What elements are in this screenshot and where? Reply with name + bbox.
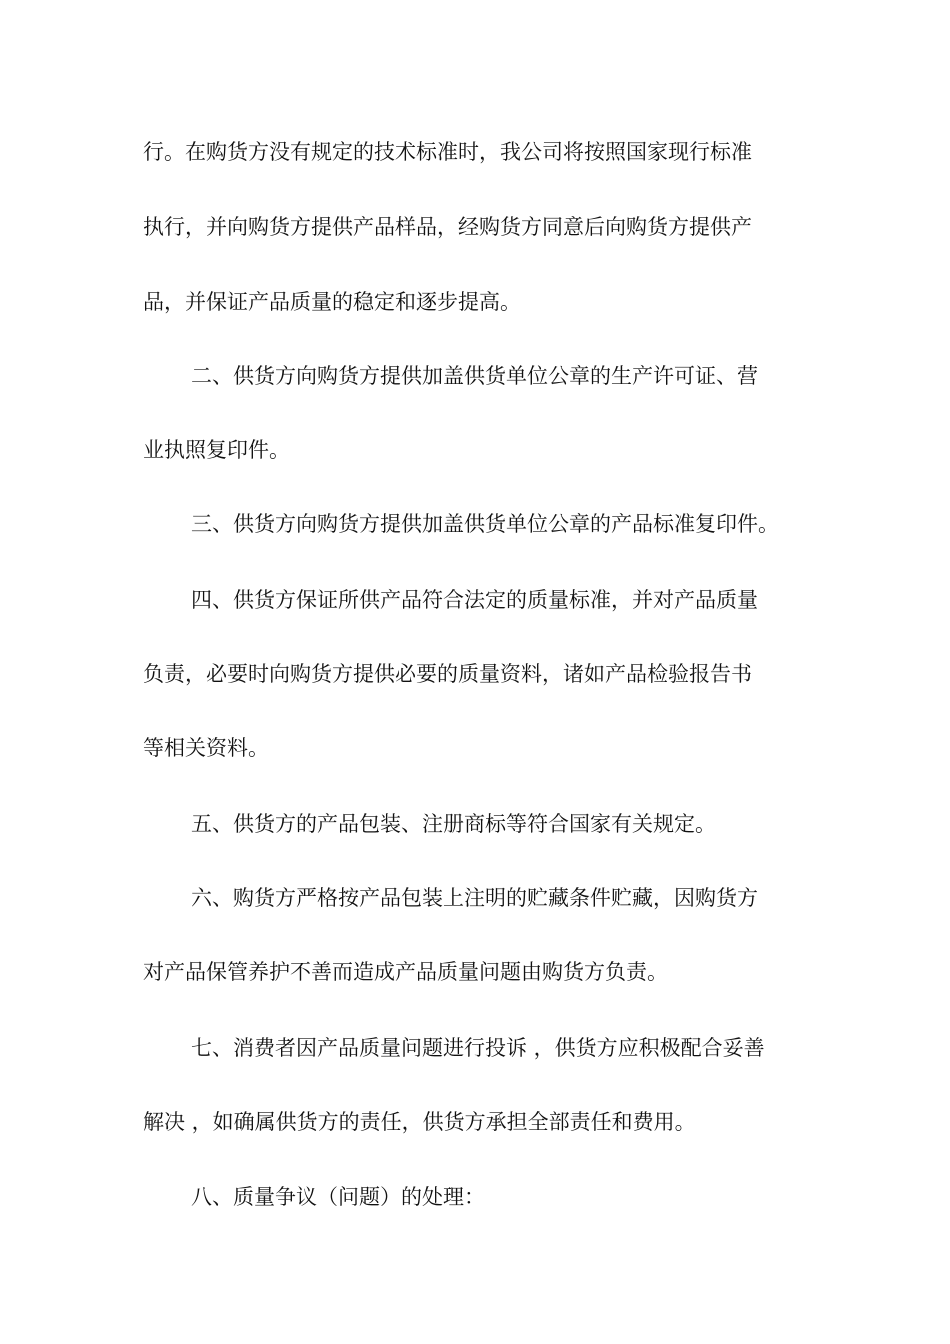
clause-2-heading-line: 二、供货方向购货方提供加盖供货单位公章的生产许可证、营: [191, 364, 758, 388]
clause-4-heading-line: 四、供货方保证所供产品符合法定的质量标准，并对产品质量: [191, 588, 758, 612]
text-line: 执行，并向购货方提供产品样品，经购货方同意后向购货方提供产: [143, 215, 752, 239]
text-line: 品，并保证产品质量的稳定和逐步提高。: [143, 290, 521, 314]
text-line: 解决 ，如确属供货方的责任，供货方承担全部责任和费用。: [143, 1110, 696, 1134]
text-line: 行。在购货方没有规定的技术标准时，我公司将按照国家现行标准: [143, 140, 752, 164]
clause-3-line: 三、供货方向购货方提供加盖供货单位公章的产品标准复印件。: [191, 512, 779, 536]
text-line: 负责，必要时向购货方提供必要的质量资料，诸如产品检验报告书: [143, 662, 752, 686]
clause-6-heading-line: 六、购货方严格按产品包装上注明的贮藏条件贮藏，因购货方: [191, 886, 758, 910]
text-line: 业执照复印件。: [143, 438, 290, 462]
clause-7-heading-line: 七、消费者因产品质量问题进行投诉 ，供货方应积极配合妥善: [191, 1036, 765, 1060]
clause-5-line: 五、供货方的产品包装、注册商标等符合国家有关规定。: [191, 812, 716, 836]
text-line: 对产品保管养护不善而造成产品质量问题由购货方负责。: [143, 960, 668, 984]
clause-8-heading-line: 八、质量争议（问题）的处理：: [191, 1185, 485, 1209]
text-line: 等相关资料。: [143, 736, 269, 760]
